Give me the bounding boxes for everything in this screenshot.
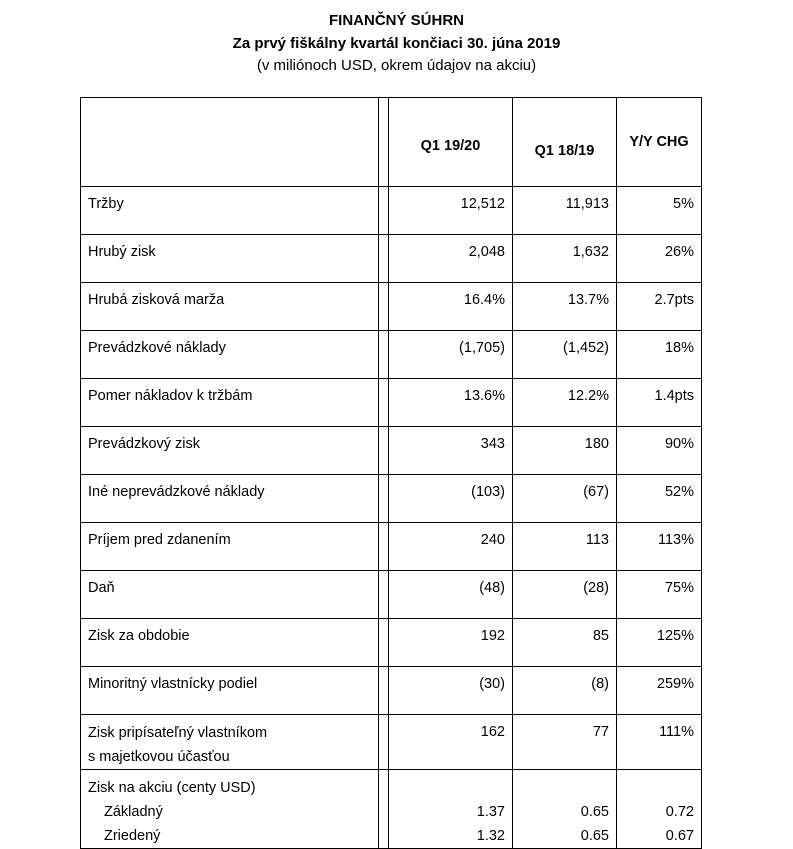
row-label-eps [81, 770, 379, 849]
row-label: Prevádzkový zisk [81, 427, 379, 475]
value-yy-chg: 1.4pts [617, 379, 702, 427]
table-row [81, 667, 702, 715]
row-label: Daň [81, 571, 379, 619]
value-q1-1819: 11,913 [513, 187, 617, 235]
row-label: Prevádzkové náklady [81, 331, 379, 379]
value-yy-chg: 26% [617, 235, 702, 283]
value-q1-1819: 180 [513, 427, 617, 475]
gap-cell [379, 619, 389, 667]
value-q1-1819: (67) [513, 475, 617, 523]
table-row [81, 331, 702, 379]
eps-spacer [389, 776, 505, 800]
header-gap-cell [379, 98, 389, 187]
table-row [81, 283, 702, 331]
value-yy-chg: 5% [617, 187, 702, 235]
report-subtitle: Za prvý fiškálny kvartál končiaci 30. júna 2019 [232, 35, 561, 52]
value-yy-chg: 259% [617, 667, 702, 715]
value-q1-1920: 240 [389, 523, 513, 571]
eps-spacer [617, 776, 694, 800]
gap-cell [379, 667, 389, 715]
gap-cell [379, 379, 389, 427]
value-yy-chg: 113% [617, 523, 702, 571]
gap-cell [379, 331, 389, 379]
table-row [81, 235, 702, 283]
value-q1-1819: 1,632 [513, 235, 617, 283]
column-header-yy-chg: Y/Y CHG [617, 98, 702, 187]
row-label: Pomer nákladov k tržbám [81, 379, 379, 427]
row-label: Minoritný vlastnícky podiel [81, 667, 379, 715]
table-row [81, 187, 702, 235]
gap-cell [379, 235, 389, 283]
value-q1-1920: (1,705) [389, 331, 513, 379]
gap-cell [379, 427, 389, 475]
gap-cell [379, 475, 389, 523]
value-q1-1920: 192 [389, 619, 513, 667]
value-q1-1819: 77 [513, 715, 617, 770]
value-q1-1920: 16.4% [389, 283, 513, 331]
eps-diluted-q1-1819: 0.65 [580, 828, 609, 844]
table-row-attributable [81, 715, 702, 770]
financial-summary-table [80, 97, 702, 849]
column-header-q1-1819: Q1 18/19 [513, 98, 617, 187]
report-units-note: (v miliónoch USD, okrem údajov na akciu) [256, 57, 537, 74]
value-yy-chg: 52% [617, 475, 702, 523]
eps-values-yy-chg [617, 770, 702, 849]
value-q1-1819: (1,452) [513, 331, 617, 379]
value-q1-1920: 343 [389, 427, 513, 475]
value-yy-chg: 125% [617, 619, 702, 667]
value-q1-1920: (103) [389, 475, 513, 523]
value-yy-chg: 111% [617, 715, 702, 770]
eps-basic-q1-1920: 1.37 [476, 804, 505, 820]
value-q1-1920: 13.6% [389, 379, 513, 427]
row-label: Zisk za obdobie [81, 619, 379, 667]
eps-values-q1-1920 [389, 770, 513, 849]
table-row [81, 475, 702, 523]
table-row [81, 427, 702, 475]
eps-values-q1-1819 [513, 770, 617, 849]
eps-spacer [513, 776, 609, 800]
value-q1-1819: (8) [513, 667, 617, 715]
value-q1-1819: 85 [513, 619, 617, 667]
row-label-attributable [81, 715, 379, 770]
value-yy-chg: 90% [617, 427, 702, 475]
value-yy-chg: 2.7pts [617, 283, 702, 331]
row-label: Tržby [81, 187, 379, 235]
row-label: Hrubá zisková marža [81, 283, 379, 331]
row-label: Príjem pred zdanením [81, 523, 379, 571]
eps-diluted-yy-chg: 0.67 [665, 828, 694, 844]
eps-basic-q1-1819: 0.65 [580, 804, 609, 820]
value-q1-1819: 113 [513, 523, 617, 571]
table-row [81, 379, 702, 427]
table-row-eps [81, 770, 702, 849]
table-row [81, 523, 702, 571]
gap-cell [379, 571, 389, 619]
eps-heading: Zisk na akciu (centy USD) [88, 780, 256, 796]
row-label-line: s majetkovou účasťou [88, 749, 230, 765]
row-label: Hrubý zisk [81, 235, 379, 283]
value-yy-chg: 75% [617, 571, 702, 619]
header-label-cell [81, 98, 379, 187]
value-q1-1920: (30) [389, 667, 513, 715]
value-q1-1920: 2,048 [389, 235, 513, 283]
eps-diluted-label: Zriedený [104, 828, 161, 844]
row-label: Iné neprevádzkové náklady [81, 475, 379, 523]
value-q1-1819: 13.7% [513, 283, 617, 331]
gap-cell [379, 187, 389, 235]
row-label-line: Zisk pripísateľný vlastníkom [88, 725, 268, 741]
report-title: FINANČNÝ SÚHRN [329, 12, 464, 29]
value-q1-1819: (28) [513, 571, 617, 619]
gap-cell [379, 283, 389, 331]
value-q1-1920: (48) [389, 571, 513, 619]
gap-cell [379, 523, 389, 571]
eps-diluted-q1-1920: 1.32 [476, 828, 505, 844]
value-yy-chg: 18% [617, 331, 702, 379]
gap-cell [379, 715, 389, 770]
value-q1-1920: 162 [389, 715, 513, 770]
value-q1-1819: 12.2% [513, 379, 617, 427]
table-row [81, 619, 702, 667]
gap-cell [379, 770, 389, 849]
column-header-q1-1920: Q1 19/20 [389, 98, 513, 187]
eps-basic-yy-chg: 0.72 [665, 804, 694, 820]
eps-basic-label: Základný [104, 804, 163, 820]
table-row [81, 571, 702, 619]
table-header-row [81, 98, 702, 187]
value-q1-1920: 12,512 [389, 187, 513, 235]
